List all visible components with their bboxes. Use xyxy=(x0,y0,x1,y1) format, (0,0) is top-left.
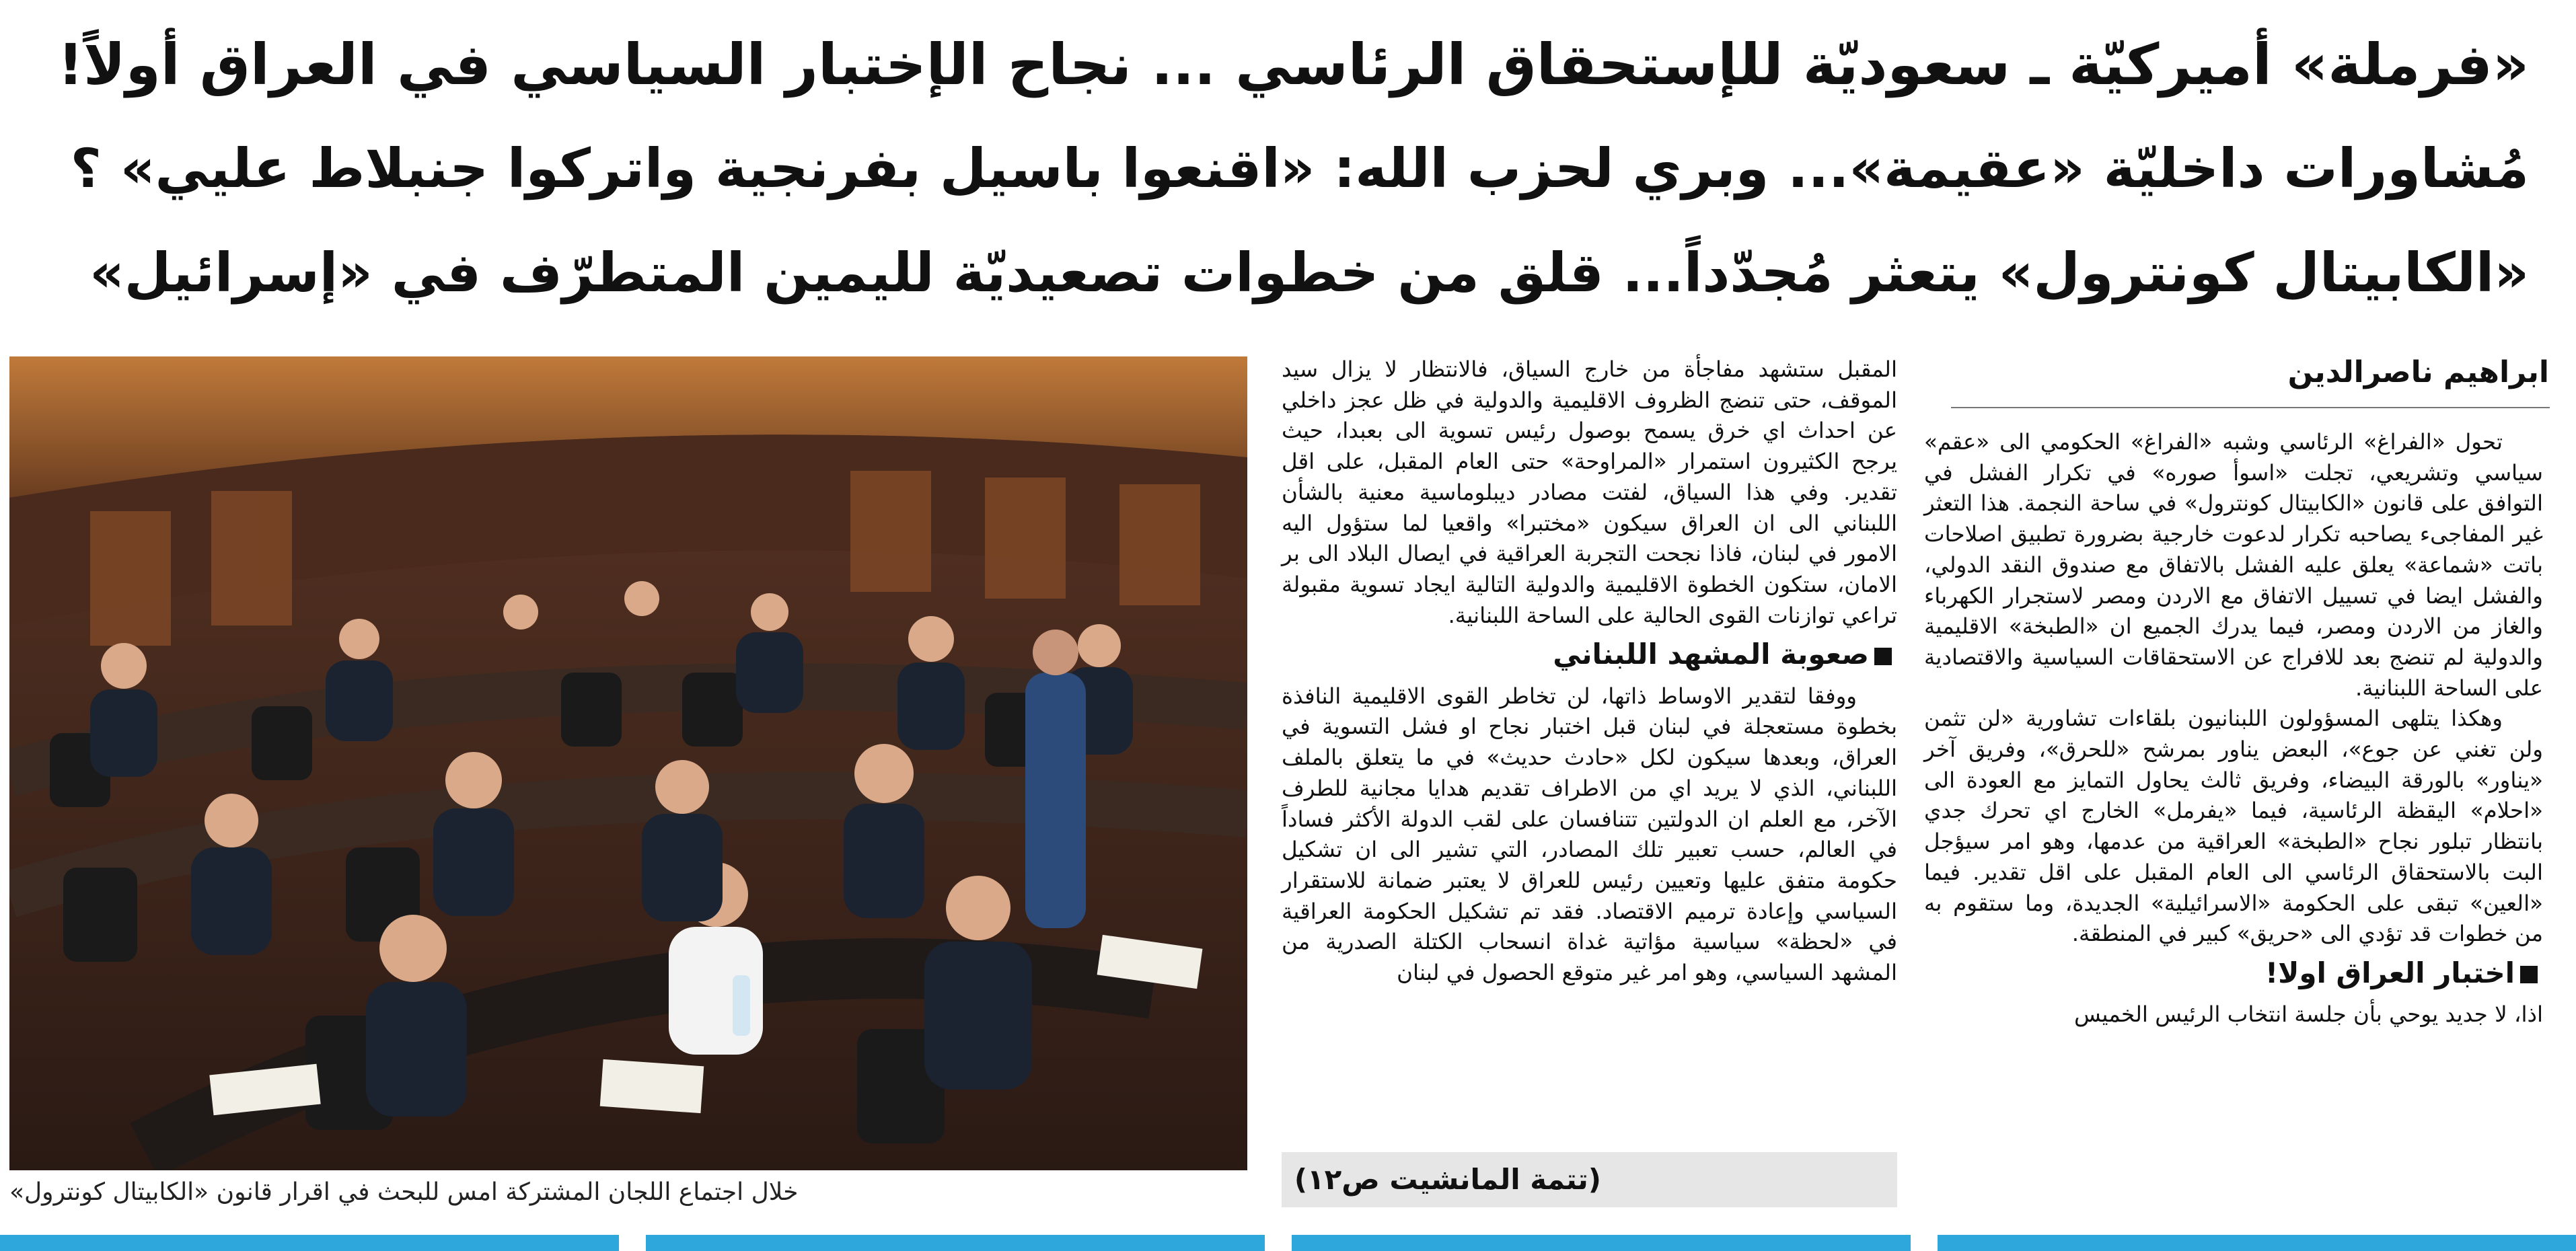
square-bullet-icon xyxy=(2520,966,2538,983)
section-subhead: اختبار العراق اولا! xyxy=(1924,956,2543,990)
section-accent-bar xyxy=(646,1235,1265,1251)
byline-divider xyxy=(1951,407,2550,408)
section-accent-bar xyxy=(1292,1235,1911,1251)
section-subhead: صعوبة المشهد اللبناني xyxy=(1282,638,1897,671)
continued-on-page-box: (تتمة المانشيت ص١٢) xyxy=(1282,1152,1897,1207)
article-paragraph: وهكذا يتلهى المسؤولون اللبنانيون بلقاءات تشاورية «لن تثمن ولن تغني عن جوع»، البعض يناور بمرشح «للحرق»، وفريق آخر «يناور» بالورقة البيضاء، وفريق ثالث يحاول التمايز مع العودة الى «احلام» اليقظة الرئاسية، فيما «يفرمل» الخارج اي تحرك جدي بانتظار تبلور نجاح «الطبخة» العراقية من عدمها، وهو امر سيؤجل البت بالاستحقاق الرئاسي الى العام المقبل على اقل تقدير. فيما «العين» تبقى على الحكومة «الاسرائيلية» الجديدة، وما ستقوم به من خطوات قد تؤدي الى «حريق» كبير في المنطقة. xyxy=(1924,706,2543,947)
article-paragraph: ووفقا لتقدير الاوساط ذاتها، لن تخاطر القوى الاقليمية النافذة بخطوة مستعجلة في لبنان قبل اختبار نجاح او فشل التسوية في العراق، وبعدها سيكون لكل «حادث حديث» في ما يتعلق بالملف اللبناني، الذي لا يريد اي من الاطراف تقديم هدايا مجانية للطرف الآخر، مع العلم ان الدولتين تتنافسان على لقب الدولة الأكثر فساداً في العالم، حسب تعبير تلك المصادر، التي تشير الى ان تشكيل حكومة متفق عليها وتعيين رئيس للعراق لا يعتبر ضمانة للاستقرار السياسي وإعادة ترميم الاقتصاد. فقد تم تشكيل الحكومة العراقية في «لحظة» سياسية مؤاتية غداة انسحاب الكتلة الصدرية من المشهد السياسي، وهو امر غير متوقع الحصول في لبنان xyxy=(1282,683,1897,986)
article-middle-column xyxy=(1282,354,1897,989)
square-bullet-icon xyxy=(1874,648,1892,665)
article-paragraph: اذا، لا جديد يوحي بأن جلسة انتخاب الرئيس الخميس xyxy=(2073,1001,2543,1028)
headline-line-2: مُشاورات داخليّة «عقيمة»... وبري لحزب الله: «اقنعوا باسيل بفرنجية واتركوا جنبلاط عليي» ؟ xyxy=(70,137,2529,200)
parliament-meeting-photo xyxy=(9,356,1247,1170)
photo-caption: خلال اجتماع اللجان المشتركة امس للبحث في اقرار قانون «الكابيتال كونترول» xyxy=(9,1178,799,1206)
headline-line-1: «فرملة» أميركيّة ـ سعوديّة للإستحقاق الرئاسي ... نجاح الإختبار السياسي في العراق أولاً! xyxy=(57,32,2529,98)
section-accent-bar xyxy=(0,1235,619,1251)
headline-line-3: «الكابيتال كونترول» يتعثر مُجدّداً... قلق من خطوات تصعيديّة لليمين المتطرّف في «إسرائيل» xyxy=(89,241,2529,304)
author-byline: ابراهيم ناصرالدين xyxy=(2287,355,2549,389)
article-paragraph: تحول «الفراغ» الرئاسي وشبه «الفراغ» الحكومي الى «عقم» سياسي وتشريعي، تجلت «اسوأ صوره» في تكرار الفشل في التوافق على قانون «الكابيتال كونترول» في ساحة النجمة. هذا التعثر غير المفاجىء يصاحبه تكرار لدعوت خارجية بضرورة تطبيق اصلاحات باتت «شماعة» يعلق عليه الفشل بالاتفاق مع صندوق النقد الدولي، والفشل ايضا في تسييل الاتفاق مع الاردن ومصر لاستجرار الكهرباء والغاز من الاردن ومصر، فيما يدرك الجميع ان «الطبخة» الاقليمية والدولية لم تنضج بعد للافراج عن الاستحقاقات السياسية والاقتصادية على الساحة اللبنانية. xyxy=(1924,429,2543,701)
article-right-column xyxy=(1924,427,2543,1030)
article-paragraph: المقبل ستشهد مفاجأة من خارج السياق، فالانتظار لا يزال سيد الموقف، حتى تنضج الظروف الاقليمية والدولية في ظل عجز داخلي عن احداث اي خرق يسمح بوصول رئيس تسوية الى بعبدا، حيث يرجح الكثيرون استمرار «المراوحة» حتى العام المقبل، على اقل تقدير. وفي هذا السياق، لفتت مصادر ديبلوماسية معنية بالشأن اللبناني الى ان العراق سيكون «مختبرا» واقعيا لما ستؤول اليه الامور في لبنان، فاذا نجحت التجربة العراقية في ايصال البلاد الى بر الامان، ستكون الخطوة الاقليمية والدولية التالية ايجاد تسوية مقبولة تراعي توازنات القوى الحالية على الساحة اللبنانية. xyxy=(1282,356,1897,628)
section-accent-bar xyxy=(1938,1235,2576,1251)
